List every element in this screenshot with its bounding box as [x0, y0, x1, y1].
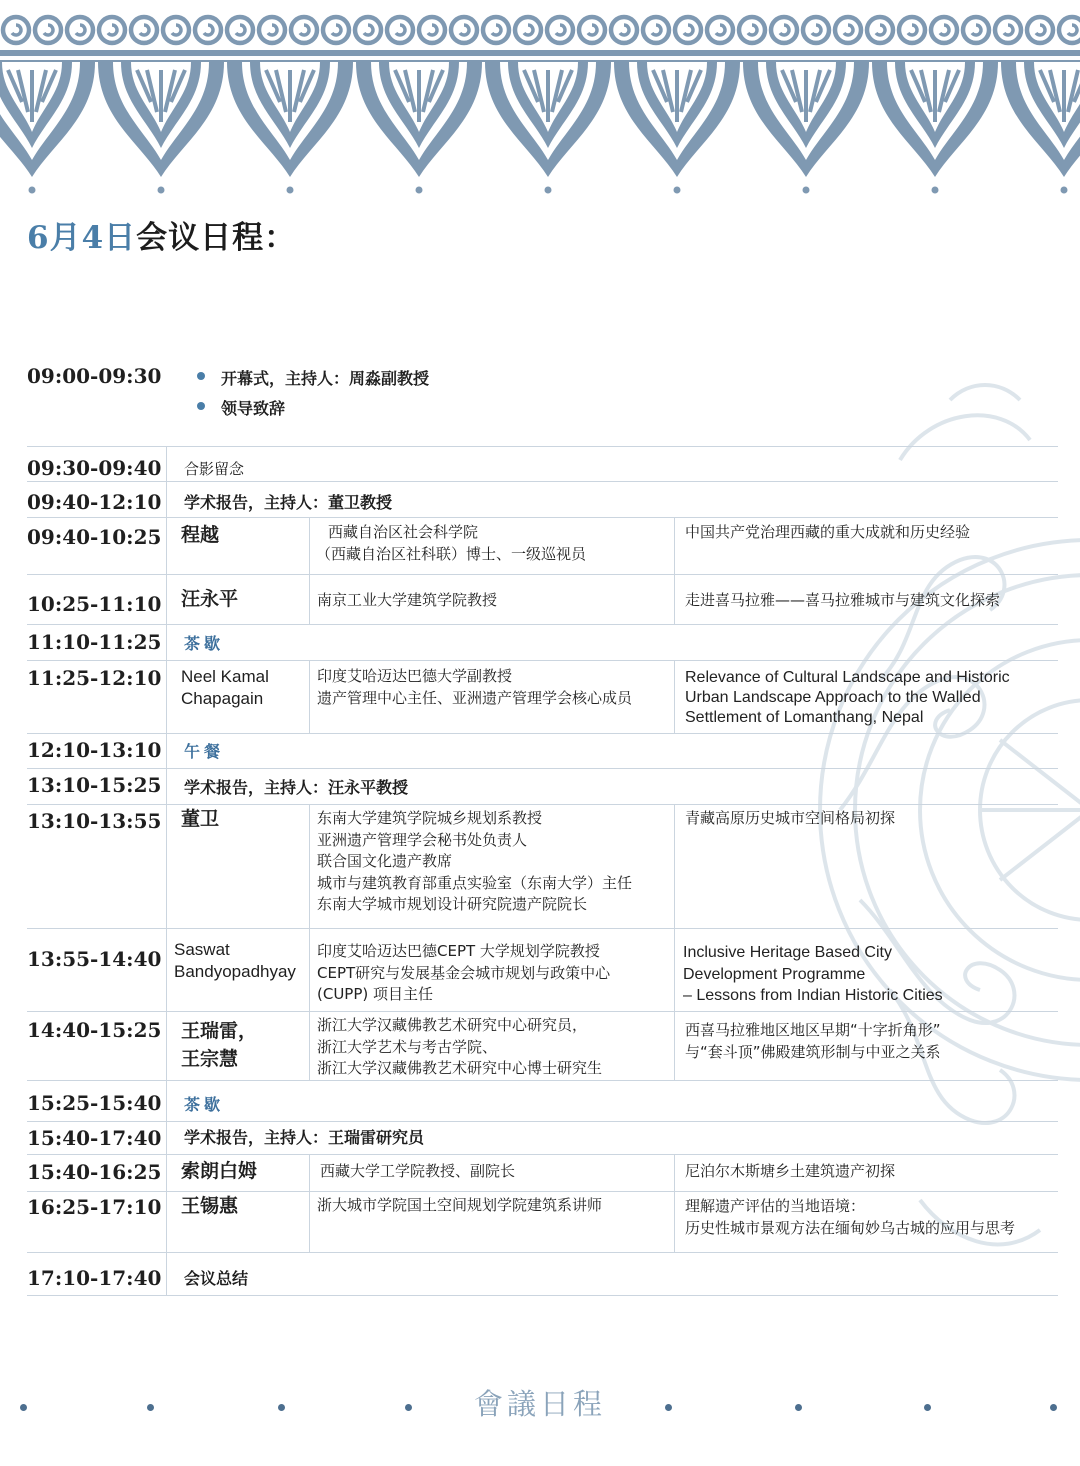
list-item: 领导致辞 [197, 396, 429, 426]
page-title [27, 212, 296, 257]
session-time: 14:40-15:25 [27, 1018, 162, 1042]
talk-topic: 走进喜马拉雅——喜马拉雅城市与建筑文化探索 [674, 575, 1058, 624]
talk-topic: 中国共产党治理西藏的重大成就和历史经验 [674, 518, 1058, 574]
table-row [27, 624, 1058, 660]
footer-title: 會議日程 [473, 1387, 606, 1421]
talk-topic: 西喜马拉雅地区地区早期“十字折角形” 与“套斗顶”佛殿建筑形制与中亚之关系 [674, 1012, 1058, 1080]
session-label: 学术报告，主持人：董卫教授 [166, 482, 1058, 517]
speaker-name: Saswat Bandyopadhyay [166, 929, 309, 1011]
session-time: 15:40-16:25 [27, 1160, 162, 1184]
talk-topic: 青藏高原历史城市空间格局初探 [674, 805, 1058, 928]
session-time: 10:25-11:10 [27, 592, 162, 616]
speaker-affiliation: 西藏大学工学院教授、副院长 [309, 1155, 674, 1191]
bullet-icon [197, 372, 205, 380]
table-row [27, 446, 1058, 481]
session-time: 09:40-12:10 [27, 490, 162, 514]
session-time: 16:25-17:10 [27, 1195, 162, 1219]
table-row [27, 517, 1058, 574]
table-row [27, 481, 1058, 517]
speaker-affiliation: 南京工业大学建筑学院教授 [309, 575, 674, 624]
table-row [27, 768, 1058, 804]
session-time: 13:55-14:40 [27, 947, 162, 971]
session-time: 17:10-17:40 [27, 1266, 162, 1290]
speaker-affiliation: 西藏自治区社会科学院 （西藏自治区社科联）博士、一级巡视员 [309, 518, 674, 574]
speaker-affiliation: 浙江大学汉藏佛教艺术研究中心研究员， 浙江大学艺术与考古学院、 浙江大学汉藏佛教艺术研究中心博士研究生 [309, 1012, 674, 1080]
session-label: 茶歇 [166, 1081, 1058, 1121]
speaker-name: 王瑞雷， 王宗慧 [166, 1012, 309, 1080]
session-time: 11:25-12:10 [27, 666, 162, 690]
speaker-affiliation: 东南大学建筑学院城乡规划系教授 亚洲遗产管理学会秘书处负责人 联合国文化遗产教席 城市与建筑教育部重点实验室（东南大学）主任 东南大学城市规划设计研究院遗产院院长 [309, 805, 674, 928]
bullet-icon [197, 402, 205, 410]
table-row [27, 1252, 1058, 1296]
table-row [27, 1080, 1058, 1121]
table-row [27, 574, 1058, 624]
page-footer [0, 1378, 1080, 1428]
table-row [27, 1191, 1058, 1252]
speaker-name: 索朗白姆 [166, 1155, 309, 1191]
session-time: 09:30-09:40 [27, 456, 162, 480]
title-date: 6月4日 [27, 220, 137, 256]
table-row [27, 928, 1058, 1011]
opening-items [197, 366, 429, 426]
session-time: 09:40-10:25 [27, 525, 162, 549]
session-time: 13:10-13:55 [27, 809, 162, 833]
speaker-affiliation: 印度艾哈迈达巴德大学副教授 遗产管理中心主任、亚洲遗产管理学会核心成员 [309, 661, 674, 733]
session-time: 11:10-11:25 [27, 630, 162, 654]
speaker-name: 汪永平 [166, 575, 309, 624]
title-text: 会议日程： [136, 220, 297, 256]
speaker-affiliation: 印度艾哈迈达巴德CEPT 大学规划学院教授 CEPT研究与发展基金会城市规划与政策中心 (CUPP) 项目主任 [309, 929, 674, 1011]
speaker-name: 程越 [166, 518, 309, 574]
speaker-name: 王锡惠 [166, 1192, 309, 1252]
schedule-table [27, 446, 1058, 1296]
table-row [27, 733, 1058, 768]
table-row [27, 1011, 1058, 1080]
talk-topic: Relevance of Cultural Landscape and Historic Urban Landscape Approach to the Walled Settlement of Lomanthang, Nepal [674, 661, 1058, 733]
session-time: 15:25-15:40 [27, 1091, 162, 1115]
speaker-name: 董卫 [166, 805, 309, 928]
table-row [27, 1154, 1058, 1191]
session-time: 12:10-13:10 [27, 738, 162, 762]
session-label: 午餐 [166, 734, 1058, 768]
table-row [27, 1121, 1058, 1154]
session-label: 学术报告，主持人：王瑞雷研究员 [166, 1122, 1058, 1154]
session-label: 会议总结 [166, 1253, 1058, 1295]
list-item: 开幕式，主持人：周淼副教授 [197, 366, 429, 396]
session-time: 13:10-15:25 [27, 773, 162, 797]
speaker-name: Neel Kamal Chapagain [166, 661, 309, 733]
session-label: 茶歇 [166, 625, 1058, 660]
session-time: 15:40-17:40 [27, 1126, 162, 1150]
table-row [27, 804, 1058, 928]
speaker-affiliation: 浙大城市学院国土空间规划学院建筑系讲师 [309, 1192, 674, 1252]
table-row [27, 660, 1058, 733]
talk-topic: 尼泊尔木斯塘乡土建筑遗产初探 [674, 1155, 1058, 1191]
session-time: 09:00-09:30 [27, 364, 162, 388]
session-label: 学术报告，主持人：汪永平教授 [166, 769, 1058, 804]
talk-topic: Inclusive Heritage Based City Development Programme – Lessons from Indian Historic Cities [674, 929, 1058, 1011]
session-label: 合影留念 [166, 447, 1058, 481]
ornamental-border-pattern [0, 0, 1080, 195]
talk-topic: 理解遗产评估的当地语境： 历史性城市景观方法在缅甸妙乌古城的应用与思考 [674, 1192, 1058, 1252]
